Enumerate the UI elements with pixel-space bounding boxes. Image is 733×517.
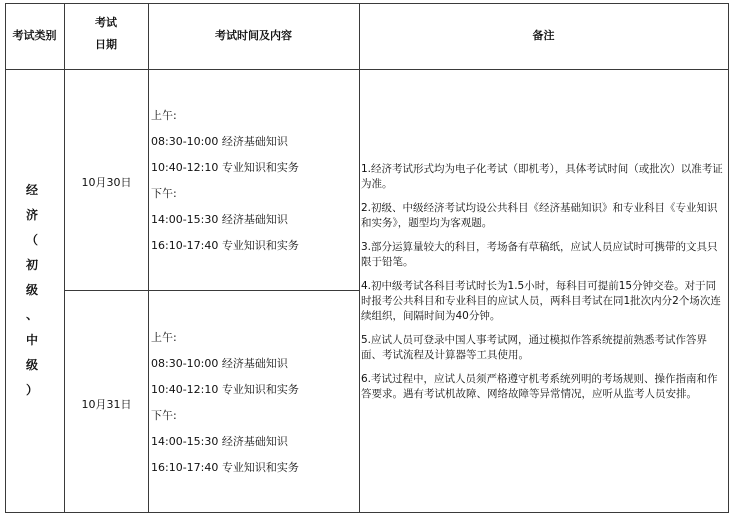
category-char: 中 [25, 333, 38, 347]
schedule-line: 10:40-12:10 专业知识和实务 [151, 161, 299, 174]
category-char: 级 [25, 283, 38, 297]
header-time-content: 考试时间及内容 [215, 29, 292, 42]
note-item: 2.初级、中级经济考试均设公共科目《经济基础知识》和专业科目《专业知识和实务》，题型均为客观题。 [361, 202, 718, 229]
schedule-line: 上午: [151, 331, 177, 344]
header-date-line2: 日期 [95, 38, 117, 51]
schedule-line: 16:10-17:40 专业知识和实务 [151, 239, 299, 252]
date-day2: 10月31日 [81, 398, 132, 411]
notes-cell [361, 162, 723, 411]
note-item: 1.经济考试形式均为电子化考试（即机考），具体考试时间（或批次）以准考证为准。 [361, 163, 723, 190]
schedule-line: 下午: [151, 187, 177, 200]
header-notes: 备注 [532, 29, 555, 42]
schedule-day1 [151, 103, 299, 259]
header-date-line1: 考试 [95, 16, 117, 29]
header-date [64, 12, 148, 56]
category-char: 济 [25, 208, 38, 222]
note-item: 3.部分运算量较大的科目，考场备有草稿纸，应试人员应试时可携带的文具只限于铅笔。 [361, 241, 718, 268]
category-char: 级 [25, 358, 38, 372]
note-item: 4.初中级考试各科目考试时长为1.5小时，每科目可提前15分钟交卷。对于同时报考公共科目和专业科目的应试人员，两科目考试在同1批次内分2个场次连续组织，间隔时间为40分钟。 [361, 280, 721, 322]
category-char: （ [25, 233, 38, 247]
schedule-line: 14:00-15:30 经济基础知识 [151, 435, 288, 448]
schedule-line: 16:10-17:40 专业知识和实务 [151, 461, 299, 474]
schedule-line: 上午: [151, 109, 177, 122]
note-item: 6.考试过程中，应试人员须严格遵守机考系统列明的考场规则、操作指南和作答要求。遇有考试机故障、网络故障等异常情况，应听从监考人员安排。 [361, 373, 718, 400]
date-day1: 10月30日 [81, 176, 132, 189]
schedule-line: 下午: [151, 409, 177, 422]
note-item: 5.应试人员可登录中国人事考试网，通过模拟作答系统提前熟悉考试作答界面、考试流程及计算器等工具使用。 [361, 334, 708, 361]
schedule-line: 08:30-10:00 经济基础知识 [151, 357, 288, 370]
category-char: 初 [25, 258, 38, 272]
schedule-day2 [151, 325, 299, 481]
schedule-line: 14:00-15:30 经济基础知识 [151, 213, 288, 226]
category-char: 经 [25, 183, 38, 197]
schedule-line: 08:30-10:00 经济基础知识 [151, 135, 288, 148]
category-char: 、 [25, 308, 38, 322]
category-cell [8, 178, 56, 403]
header-category: 考试类别 [12, 29, 57, 42]
schedule-line: 10:40-12:10 专业知识和实务 [151, 383, 299, 396]
category-char: ） [25, 383, 38, 397]
